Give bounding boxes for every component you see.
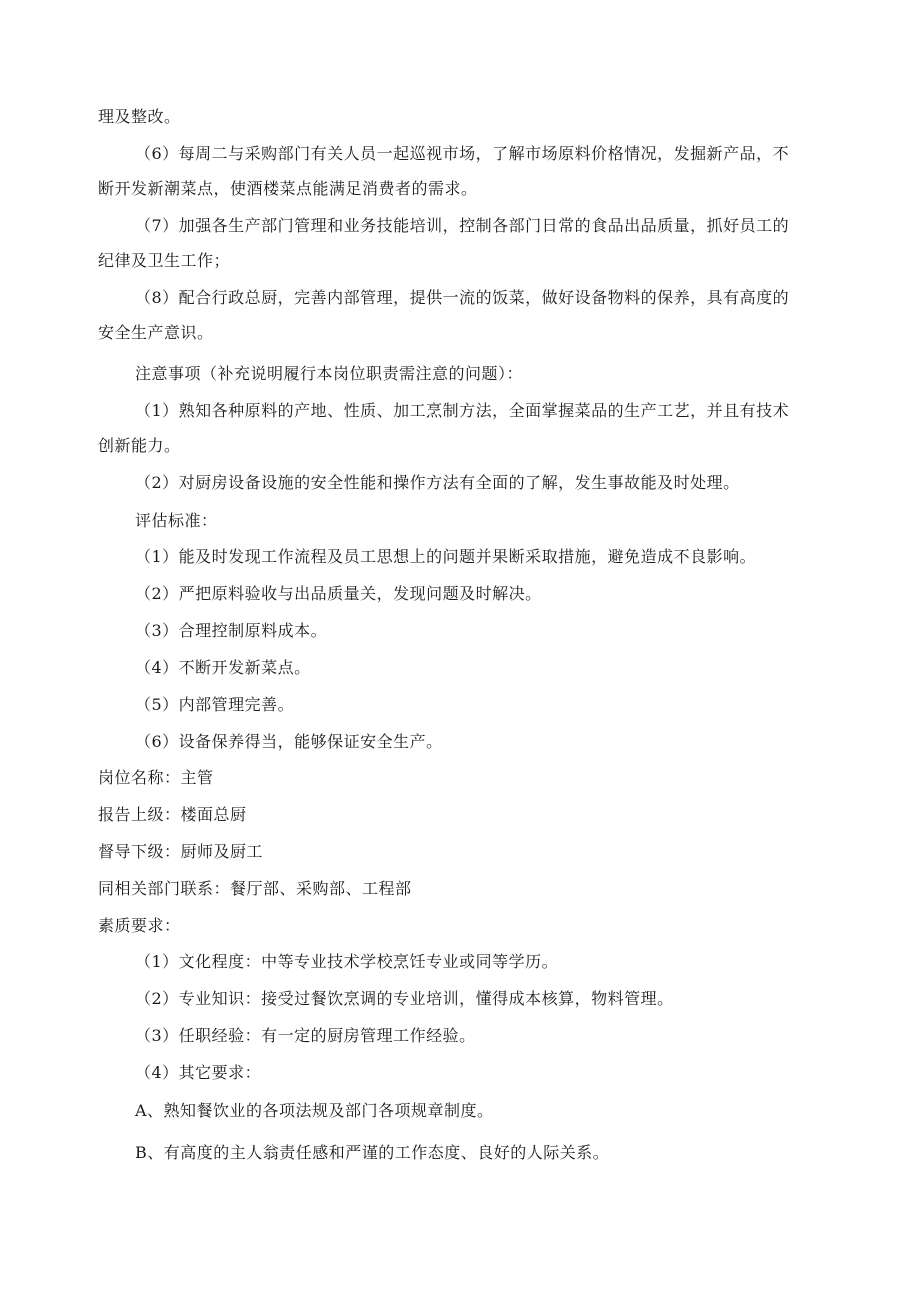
text-line: 岗位名称：主管 <box>98 768 214 787</box>
text-line: （6）设备保养得当，能够保证安全生产。 <box>135 732 443 751</box>
text-line: 理及整改。 <box>98 107 181 126</box>
text-line: 同相关部门联系：餐厅部、采购部、工程部 <box>98 879 412 898</box>
text-line: （6）每周二与采购部门有关人员一起巡视市场，了解市场原料价格情况，发掘新产品，不 <box>135 144 790 163</box>
text-line: （2）严把原料验收与出品质量关，发现问题及时解决。 <box>135 584 542 603</box>
text-line: （5）内部管理完善。 <box>135 695 295 714</box>
text-line: A、熟知餐饮业的各项法规及部门各项规章制度。 <box>135 1101 494 1120</box>
text-line: （4）不断开发新菜点。 <box>135 658 311 677</box>
section-heading: 评估标准： <box>135 511 218 530</box>
text-line: 督导下级：厨师及厨工 <box>98 842 264 861</box>
text-line: 报告上级：楼面总厨 <box>98 805 247 824</box>
text-line: （8）配合行政总厨，完善内部管理，提供一流的饭菜，做好设备物料的保养，具有高度的 <box>135 288 790 307</box>
text-line: （1）文化程度：中等专业技术学校烹饪专业或同等学历。 <box>135 952 559 971</box>
text-line: （3）任职经验：有一定的厨房管理工作经验。 <box>135 1026 476 1045</box>
text-line: （7）加强各生产部门管理和业务技能培训，控制各部门日常的食品出品质量，抓好员工的 <box>135 216 790 235</box>
text-line: （2）对厨房设备设施的安全性能和操作方法有全面的了解，发生事故能及时处理。 <box>135 473 740 492</box>
text-line: 断开发新潮菜点，使酒楼菜点能满足消费者的需求。 <box>98 179 478 198</box>
text-line: 创新能力。 <box>98 436 181 455</box>
text-line: （1）熟知各种原料的产地、性质、加工烹制方法，全面掌握菜品的生产工艺，并且有技术 <box>135 401 790 420</box>
section-heading: 注意事项（补充说明履行本岗位职责需注意的问题）： <box>135 364 524 383</box>
section-heading: 素质要求： <box>98 916 181 935</box>
text-line: B、有高度的主人翁责任感和严谨的工作态度、良好的人际关系。 <box>135 1143 610 1162</box>
text-line: （2）专业知识：接受过餐饮烹调的专业培训，懂得成本核算，物料管理。 <box>135 989 674 1008</box>
text-line: （3）合理控制原料成本。 <box>135 621 328 640</box>
text-line: （4）其它要求： <box>135 1063 262 1082</box>
text-line: 纪律及卫生工作； <box>98 251 231 270</box>
text-line: 安全生产意识。 <box>98 323 214 342</box>
text-line: （1）能及时发现工作流程及员工思想上的问题并果断采取措施，避免造成不良影响。 <box>135 547 757 566</box>
